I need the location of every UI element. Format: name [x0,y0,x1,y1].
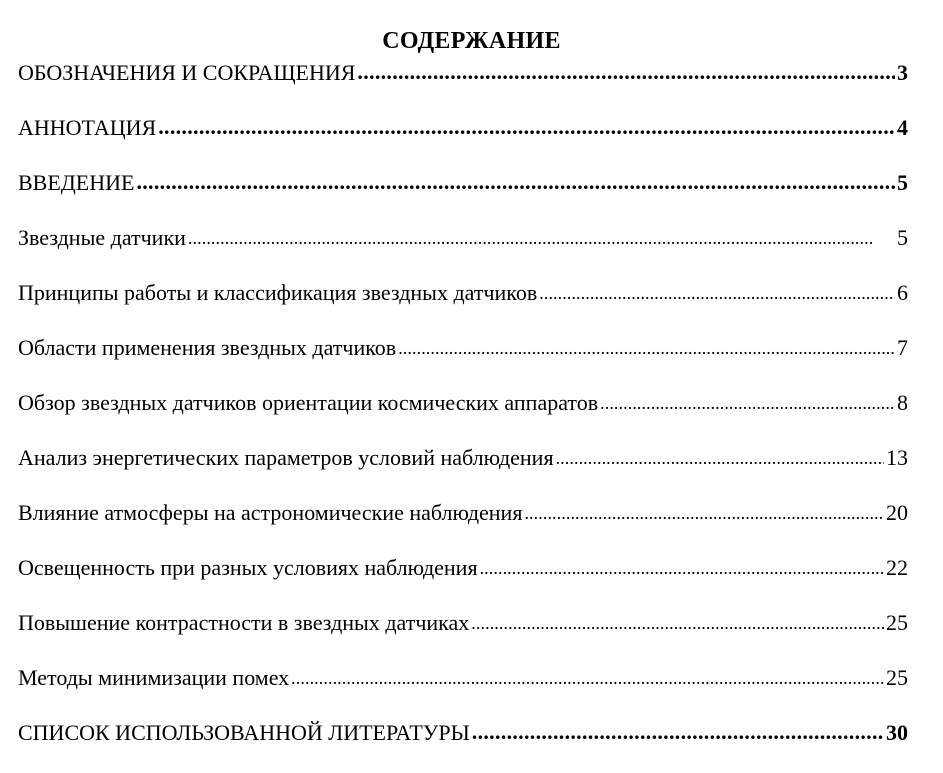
dot-leader [291,662,884,693]
dot-leader [136,167,895,197]
toc-entry-page: 5 [897,170,908,195]
toc-entry-principles[interactable] [18,278,908,333]
dot-leader [539,277,895,308]
toc-entry-page: 30 [886,720,908,745]
toc-entry-page: 20 [886,500,908,525]
dot-leader [480,552,884,583]
dot-leader [556,442,884,473]
toc-entry-contrast[interactable] [18,608,908,663]
dot-leader [158,112,895,142]
table-of-contents [18,58,908,773]
toc-entry-label: Звездные датчики [18,225,186,250]
toc-entry-star-sensors[interactable] [18,223,908,278]
toc-entry-label: Анализ энергетических параметров условий наблюдения [18,445,554,470]
toc-entry-page: 25 [886,665,908,690]
toc-entry-atmosphere[interactable] [18,498,908,553]
toc-entry-page: 3 [897,60,908,85]
toc-entry-annotation[interactable] [18,113,908,168]
toc-entry-page: 25 [886,610,908,635]
toc-entry-applications[interactable] [18,333,908,388]
dot-leader [188,222,895,253]
toc-entry-page: 5 [897,225,908,250]
dot-leader [524,497,884,528]
toc-entry-page: 6 [897,280,908,305]
toc-entry-label: Обзор звездных датчиков ориентации космических аппаратов [18,390,599,415]
toc-entry-page: 7 [897,335,908,360]
toc-entry-label: Повышение контрастности в звездных датчиках [18,610,470,635]
toc-entry-page: 8 [897,390,908,415]
toc-entry-label: СПИСОК ИСПОЛЬЗОВАННОЙ ЛИТЕРАТУРЫ [18,720,470,745]
toc-entry-noise-methods[interactable] [18,663,908,718]
toc-entry-label: ОБОЗНАЧЕНИЯ И СОКРАЩЕНИЯ [18,60,356,85]
toc-entry-label: Принципы работы и классификация звездных датчиков [18,280,538,305]
toc-entry-energy-analysis[interactable] [18,443,908,498]
toc-entry-page: 13 [886,445,908,470]
toc-title: СОДЕРЖАНИЕ [382,28,561,55]
toc-entry-introduction[interactable] [18,168,908,223]
toc-entry-label: Освещенность при разных условиях наблюдения [18,555,478,580]
dot-leader [600,387,895,418]
dot-leader [357,57,895,87]
toc-entry-label: Влияние атмосферы на астрономические наблюдения [18,500,523,525]
toc-entry-illuminance[interactable] [18,553,908,608]
toc-entry-label: Области применения звездных датчиков [18,335,397,360]
toc-entry-label: АННОТАЦИЯ [18,115,157,140]
toc-entry-label: ВВЕДЕНИЕ [18,170,135,195]
toc-entry-notations[interactable] [18,58,908,113]
toc-entry-review[interactable] [18,388,908,443]
toc-entry-page: 4 [897,115,908,140]
dot-leader [398,332,895,363]
toc-entry-label: Методы минимизации помех [18,665,290,690]
toc-entry-references[interactable] [18,718,908,773]
toc-entry-page: 22 [886,555,908,580]
dot-leader [471,607,884,638]
dot-leader [472,717,884,747]
